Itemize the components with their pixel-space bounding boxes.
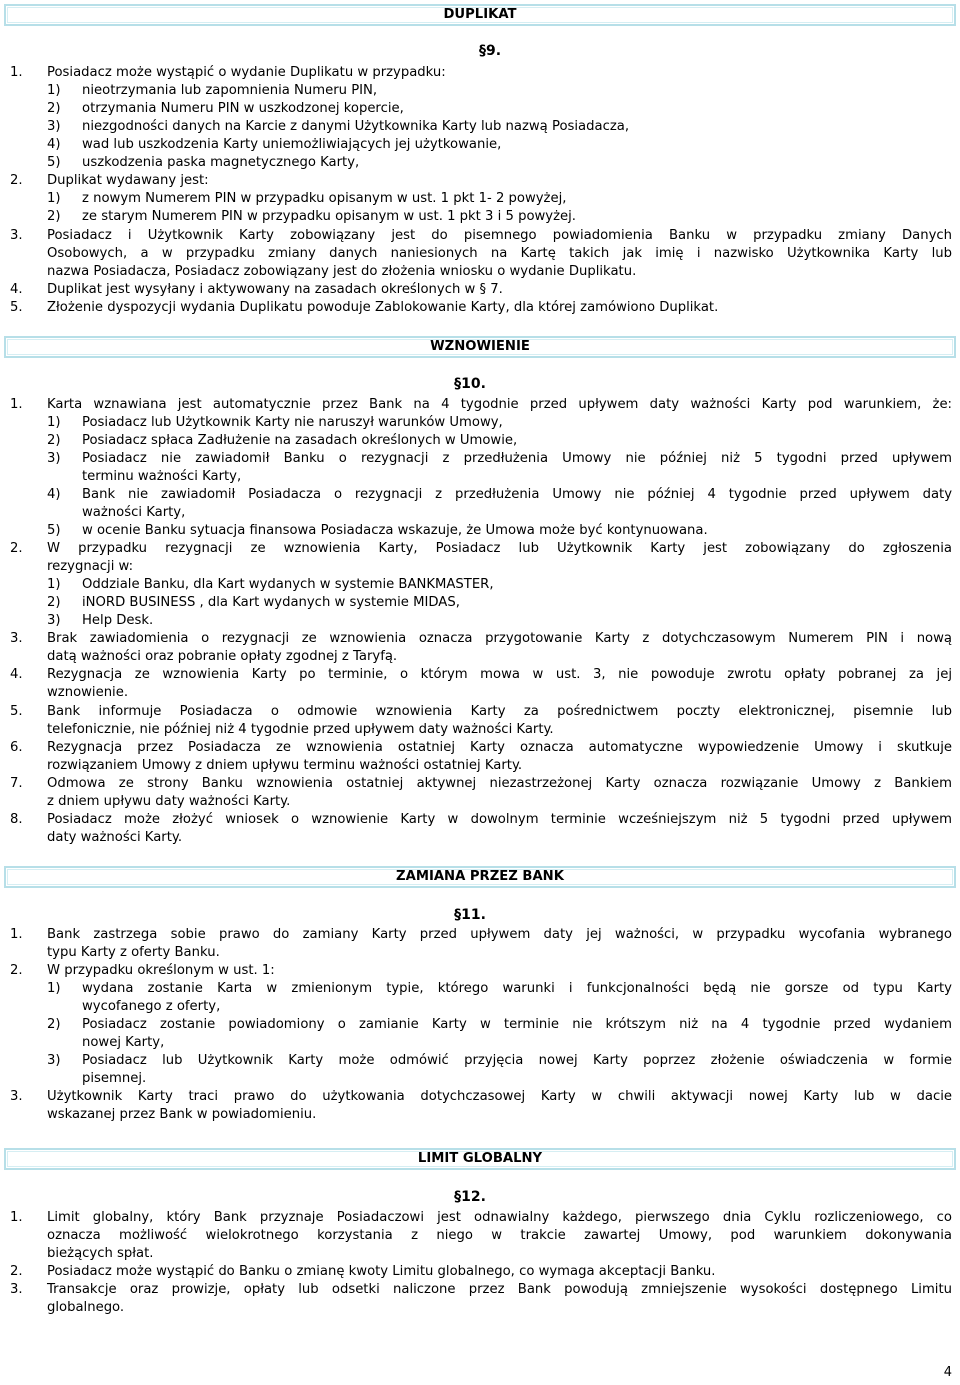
paragraph-text: Posiadacz może wystąpić do Banku o zmianę kwoty Limitu globalnego, co wymaga akceptacji Banku. — [47, 1264, 716, 1279]
list-number: 1. — [10, 1210, 23, 1225]
sublist-number: 3) — [47, 613, 61, 628]
page-number: 4 — [943, 1365, 952, 1380]
paragraph-text: Rezygnacja ze wznowienia Karty po terminie, o którym mowa w ust. 3, nie powoduje zwrotu opłaty pobranej za jej — [47, 667, 952, 682]
sublist-number: 4) — [47, 487, 61, 502]
paragraph-text: w ocenie Banku sytuacja finansowa Posiadacza wskazuje, że Umowa może być kontynuowana. — [82, 523, 708, 538]
paragraph-text: ważności Karty, — [82, 505, 186, 520]
paragraph-text: rozwiązaniem Umowy z dniem upływu terminu ważności ostatniej Karty. — [47, 758, 523, 773]
paragraph-text: z nowym Numerem PIN w przypadku opisanym w ust. 1 pkt 1- 2 powyżej, — [82, 191, 567, 206]
sublist-number: 4) — [47, 137, 61, 152]
paragraph-text: Transakcje oraz prowizje, opłaty lub odsetki naliczone przez Bank powodują zmniejszenie wysokości dostępnego Limitu — [47, 1282, 952, 1297]
paragraph-text: iNORD BUSINESS , dla Kart wydanych w systemie MIDAS, — [82, 595, 460, 610]
list-number: 2. — [10, 541, 23, 556]
section-10-title: §10. — [454, 376, 486, 392]
paragraph-text: Bank zastrzega sobie prawo do zamiany Karty przed upływem daty jej ważności, w przypadku wycofania wybranego — [47, 927, 952, 942]
sublist-number: 5) — [47, 523, 61, 538]
list-number: 1. — [10, 927, 23, 942]
paragraph-text: wad lub uszkodzenia Karty uniemożliwiających jej użytkowanie, — [82, 137, 502, 152]
paragraph-text: ze starym Numerem PIN w przypadku opisanym w ust. 1 pkt 3 i 5 powyżej. — [82, 209, 576, 224]
paragraph-text: Użytkownik Karty traci prawo do użytkowania dotychczasowej Karty w chwili aktywacji nowej Karty lub w dacie — [47, 1089, 952, 1104]
sublist-number: 1) — [47, 577, 61, 592]
header-duplikat: DUPLIKAT — [4, 4, 956, 26]
paragraph-text: Posiadacz może złożyć wniosek o wznowienie Karty w dowolnym terminie wcześniejszym niż 5 tygodni przed upływem — [47, 812, 952, 827]
paragraph-text: Oddziale Banku, dla Kart wydanych w systemie BANKMASTER, — [82, 577, 494, 592]
list-number: 8. — [10, 812, 23, 827]
paragraph-text: globalnego. — [47, 1300, 125, 1315]
header-wznowienie: WZNOWIENIE — [4, 336, 956, 358]
paragraph-text: terminu ważności Karty, — [82, 469, 242, 484]
section-11-title: §11. — [454, 907, 486, 923]
paragraph-text: Posiadacz lub Użytkownik Karty nie naruszył warunków Umowy, — [82, 415, 503, 430]
paragraph-text: Posiadacz może wystąpić o wydanie Duplikatu w przypadku: — [47, 65, 446, 80]
list-number: 3. — [10, 228, 23, 243]
paragraph-text: Bank informuje Posiadacza o odmowie wznowienia Karty za pośrednictwem poczty elektronicznej, pisemnie lub — [47, 704, 952, 719]
paragraph-text: Rezygnacja przez Posiadacza ze wznowienia ostatniej Karty oznacza automatyczne wypowiedzenie Umowy i skutkuje — [47, 740, 952, 755]
paragraph-text: z dniem upływu daty ważności Karty. — [47, 794, 291, 809]
paragraph-text: Posiadacz i Użytkownik Karty zobowiązany jest do pisemnego powiadomienia Banku w przypadku zmiany Danych — [47, 228, 952, 243]
list-number: 3. — [10, 1089, 23, 1104]
sublist-number: 2) — [47, 209, 61, 224]
paragraph-text: Help Desk. — [82, 613, 154, 628]
paragraph-text: rezygnacji w: — [47, 559, 134, 574]
paragraph-text: W przypadku określonym w ust. 1: — [47, 963, 275, 978]
sublist-number: 3) — [47, 1053, 61, 1068]
paragraph-text: otrzymania Numeru PIN w uszkodzonej kopercie, — [82, 101, 404, 116]
paragraph-text: W przypadku rezygnacji ze wznowienia Karty, Posiadacz lub Użytkownik Karty jest zobowiązany do zgłoszenia — [47, 541, 952, 556]
header-limit: LIMIT GLOBALNY — [4, 1148, 956, 1170]
list-number: 3. — [10, 631, 23, 646]
paragraph-text: Posiadacz spłaca Zadłużenie na zasadach określonych w Umowie, — [82, 433, 518, 448]
list-number: 1. — [10, 65, 23, 80]
list-number: 4. — [10, 667, 23, 682]
list-number: 2. — [10, 963, 23, 978]
paragraph-text: oznacza możliwość wielokrotnego korzystania z niego w trakcie zawartej Umowy, pod warunkiem dokonywania — [47, 1228, 952, 1243]
list-number: 2. — [10, 1264, 23, 1279]
paragraph-text: Osobowych, a w przypadku zmiany danych naniesionych na Kartę takich jak imię i nazwisko Użytkownika Karty lub — [47, 246, 952, 261]
sublist-number: 1) — [47, 981, 61, 996]
paragraph-text: Karta wznawiana jest automatycznie przez Bank na 4 tygodnie przed upływem daty ważności Karty pod warunkiem, że: — [47, 397, 952, 412]
paragraph-text: daty ważności Karty. — [47, 830, 183, 845]
paragraph-text: nieotrzymania lub zapomnienia Numeru PIN, — [82, 83, 378, 98]
sublist-number: 1) — [47, 191, 61, 206]
list-number: 5. — [10, 704, 23, 719]
paragraph-text: bieżących spłat. — [47, 1246, 154, 1261]
paragraph-text: wskazanej przez Bank w powiadomieniu. — [47, 1107, 317, 1122]
list-number: 1. — [10, 397, 23, 412]
sublist-number: 3) — [47, 119, 61, 134]
section-12-title: §12. — [454, 1189, 486, 1205]
paragraph-text: Bank nie zawiadomił Posiadacza o rezygnacji z przedłużenia Umowy nie później 4 tygodnie przed upływem daty — [82, 487, 952, 502]
paragraph-text: Posiadacz nie zawiadomił Banku o rezygnacji z przedłużenia Umowy nie później niż 5 tygodni przed upływem — [82, 451, 952, 466]
paragraph-text: Odmowa ze strony Banku wznowienia ostatniej aktywnej niezastrzeżonej Karty oznacza rozwiązanie Umowy z Bankiem — [47, 776, 952, 791]
paragraph-text: niezgodności danych na Karcie z danymi Użytkownika Karty lub nazwą Posiadacza, — [82, 119, 630, 134]
paragraph-text: nazwa Posiadacza, Posiadacz zobowiązany jest do złożenia wniosku o wydanie Duplikatu. — [47, 264, 637, 279]
list-number: 2. — [10, 173, 23, 188]
paragraph-text: Duplikat jest wysyłany i aktywowany na zasadach określonych w § 7. — [47, 282, 503, 297]
paragraph-text: wycofanego z oferty, — [82, 999, 221, 1014]
sublist-number: 2) — [47, 101, 61, 116]
paragraph-text: wydana zostanie Karta w zmienionym typie, którego warunki i funkcjonalności będą nie gorsze od typu Karty — [82, 981, 952, 996]
paragraph-text: typu Karty z oferty Banku. — [47, 945, 220, 960]
paragraph-text: telefonicznie, nie później niż 4 tygodnie przed upływem daty ważności Karty. — [47, 722, 554, 737]
paragraph-text: Posiadacz lub Użytkownik Karty może odmówić przyjęcia nowej Karty poprzez złożenie oświadczenia w formie — [82, 1053, 952, 1068]
list-number: 4. — [10, 282, 23, 297]
list-number: 6. — [10, 740, 23, 755]
paragraph-text: pisemnej. — [82, 1071, 147, 1086]
paragraph-text: Posiadacz zostanie powiadomiony o zamianie Karty w terminie nie krótszym niż na 4 tygodnie przed wydaniem — [82, 1017, 952, 1032]
paragraph-text: nowej Karty, — [82, 1035, 165, 1050]
sublist-number: 2) — [47, 1017, 61, 1032]
sublist-number: 1) — [47, 415, 61, 430]
sublist-number: 2) — [47, 595, 61, 610]
header-zamiana: ZAMIANA PRZEZ BANK — [4, 866, 956, 888]
sublist-number: 5) — [47, 155, 61, 170]
sublist-number: 1) — [47, 83, 61, 98]
sublist-number: 2) — [47, 433, 61, 448]
sublist-number: 3) — [47, 451, 61, 466]
section-9-title: §9. — [478, 43, 502, 59]
list-number: 3. — [10, 1282, 23, 1297]
paragraph-text: uszkodzenia paska magnetycznego Karty, — [82, 155, 360, 170]
paragraph-text: Złożenie dyspozycji wydania Duplikatu powoduje Zablokowanie Karty, dla której zamówiono Duplikat. — [47, 300, 719, 315]
paragraph-text: Brak zawiadomienia o rezygnacji ze wznowienia oznacza przygotowanie Karty z dotychczasowym Numerem PIN i nową — [47, 631, 952, 646]
list-number: 7. — [10, 776, 23, 791]
paragraph-text: Limit globalny, który Bank przyznaje Posiadaczowi jest odnawialny każdego, pierwszego dnia Cyklu rozliczeniowego, co — [47, 1210, 952, 1225]
paragraph-text: wznowienie. — [47, 685, 129, 700]
paragraph-text: datą ważności oraz pobranie opłaty zgodnej z Taryfą. — [47, 649, 398, 664]
list-number: 5. — [10, 300, 23, 315]
paragraph-text: Duplikat wydawany jest: — [47, 173, 209, 188]
